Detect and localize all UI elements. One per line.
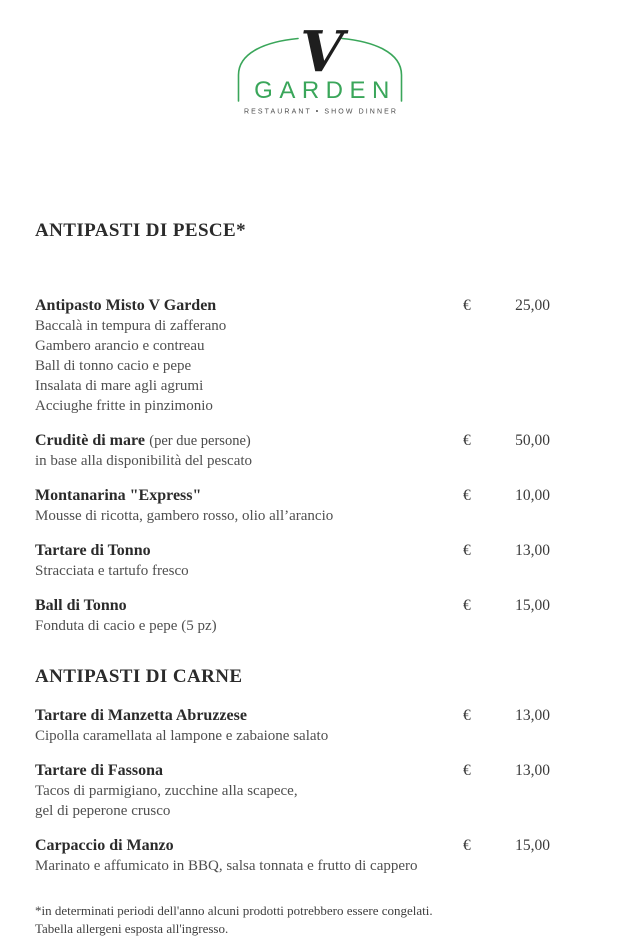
menu-item — [35, 596, 605, 636]
item-description-line: gel di peperone crusco — [35, 801, 463, 821]
section-title: ANTIPASTI DI PESCE* — [35, 220, 605, 242]
item-description — [35, 316, 463, 416]
item-text — [35, 596, 463, 636]
price-value: 13,00 — [515, 541, 550, 561]
price-value: 13,00 — [515, 706, 550, 726]
item-text — [35, 541, 463, 581]
price-value: 10,00 — [515, 486, 550, 506]
item-description — [35, 451, 463, 471]
item-description-line: Stracciata e tartufo fresco — [35, 561, 463, 581]
item-name: Ball di Tonno — [35, 597, 127, 614]
euro-symbol: € — [463, 761, 471, 781]
euro-symbol: € — [463, 541, 471, 561]
item-price — [463, 761, 550, 781]
item-description — [35, 506, 463, 526]
section-title: ANTIPASTI DI CARNE — [35, 666, 605, 688]
item-name-suffix: (per due persone) — [149, 433, 250, 449]
menu-item — [35, 541, 605, 581]
item-price — [463, 431, 550, 451]
logo-v-monogram: V — [300, 19, 349, 85]
euro-symbol: € — [463, 596, 471, 616]
item-name: Tartare di Fassona — [35, 762, 163, 779]
section-items — [35, 296, 605, 636]
item-price — [463, 836, 550, 856]
restaurant-logo — [0, 0, 640, 120]
item-name: Antipasto Misto V Garden — [35, 297, 216, 314]
price-value: 15,00 — [515, 596, 550, 616]
item-price — [463, 486, 550, 506]
footnote-allergens: Tabella allergeni esposta all'ingresso. — [35, 920, 605, 937]
item-name-line — [35, 836, 463, 856]
item-text — [35, 706, 463, 746]
menu-item — [35, 486, 605, 526]
euro-symbol: € — [463, 836, 471, 856]
item-description — [35, 561, 463, 581]
menu-section — [35, 666, 605, 876]
price-value: 15,00 — [515, 836, 550, 856]
item-description — [35, 726, 463, 746]
price-value: 25,00 — [515, 296, 550, 316]
euro-symbol: € — [463, 486, 471, 506]
item-description-line: Ball di tonno cacio e pepe — [35, 356, 463, 376]
menu-item — [35, 836, 605, 876]
item-name: Montanarina "Express" — [35, 487, 201, 504]
item-name-line — [35, 296, 463, 316]
menu-item — [35, 431, 605, 471]
item-text — [35, 761, 463, 821]
logo-tagline: RESTAURANT • SHOW DINNER — [244, 109, 398, 116]
item-description-line: Insalata di mare agli agrumi — [35, 376, 463, 396]
item-description — [35, 781, 463, 821]
item-name-line — [35, 486, 463, 506]
item-text — [35, 836, 463, 876]
item-description — [35, 856, 463, 876]
item-description-line: Mousse di ricotta, gambero rosso, olio all’arancio — [35, 506, 463, 526]
item-name-line — [35, 706, 463, 726]
item-description-line: Marinato e affumicato in BBQ, salsa tonnata e frutto di cappero — [35, 856, 463, 876]
euro-symbol: € — [463, 431, 471, 451]
price-value: 50,00 — [515, 431, 550, 451]
item-name-line — [35, 761, 463, 781]
item-name: Cruditè di mare — [35, 432, 145, 449]
item-name-line — [35, 431, 463, 451]
item-description-line: in base alla disponibilità del pescato — [35, 451, 463, 471]
item-description-line: Cipolla caramellata al lampone e zabaione salato — [35, 726, 463, 746]
item-name: Tartare di Tonno — [35, 542, 151, 559]
item-name: Tartare di Manzetta Abruzzese — [35, 707, 247, 724]
item-text — [35, 486, 463, 526]
item-description-line: Acciughe fritte in pinzimonio — [35, 396, 463, 416]
euro-symbol: € — [463, 296, 471, 316]
menu-body — [0, 220, 640, 876]
menu-item — [35, 761, 605, 821]
item-name: Carpaccio di Manzo — [35, 837, 174, 854]
item-description-line: Tacos di parmigiano, zucchine alla scapece, — [35, 781, 463, 801]
item-description — [35, 616, 463, 636]
menu-section — [35, 220, 605, 636]
item-price — [463, 541, 550, 561]
item-description-line: Baccalà in tempura di zafferano — [35, 316, 463, 336]
item-description-line: Gambero arancio e contreau — [35, 336, 463, 356]
menu-item — [35, 706, 605, 746]
footer-notes — [0, 902, 640, 937]
price-value: 13,00 — [515, 761, 550, 781]
item-name-line — [35, 541, 463, 561]
section-items — [35, 706, 605, 876]
logo-wordmark: GARDEN — [254, 77, 396, 104]
item-name-line — [35, 596, 463, 616]
item-text — [35, 431, 463, 471]
logo-graphic — [237, 28, 403, 120]
item-price — [463, 706, 550, 726]
menu-item — [35, 296, 605, 416]
item-price — [463, 596, 550, 616]
item-text — [35, 296, 463, 416]
item-price — [463, 296, 550, 316]
euro-symbol: € — [463, 706, 471, 726]
footnote-frozen-products: *in determinati periodi dell'anno alcuni prodotti potrebbero essere congelati. — [35, 902, 605, 920]
item-description-line: Fonduta di cacio e pepe (5 pz) — [35, 616, 463, 636]
